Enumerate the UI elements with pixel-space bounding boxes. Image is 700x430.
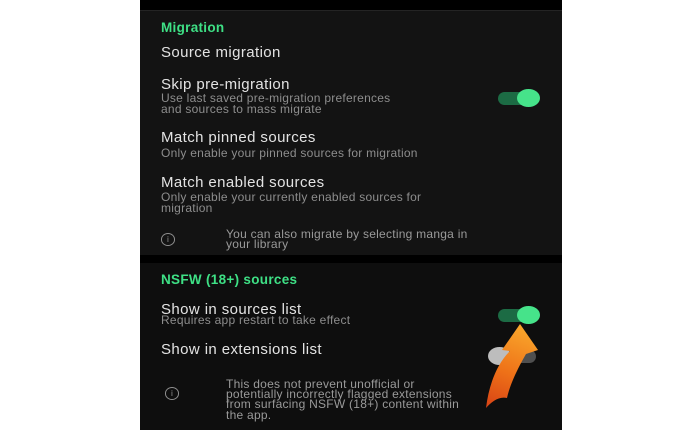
pref-row-show-in-extensions[interactable] bbox=[140, 338, 562, 366]
pref-title: Match pinned sources bbox=[161, 129, 316, 146]
toggle-thumb bbox=[517, 306, 540, 324]
info-note-text: This does not prevent unofficial or potentially incorrectly flagged extensions from surfacing NSFW (18+) content within the app. bbox=[226, 377, 460, 422]
pref-title: Skip pre-migration bbox=[161, 76, 290, 93]
nsfw-section-header: NSFW (18+) sources bbox=[161, 272, 298, 287]
top-cropped-bar bbox=[140, 0, 562, 11]
pref-row-match-enabled[interactable] bbox=[140, 171, 562, 215]
pref-row-match-pinned[interactable] bbox=[140, 126, 562, 160]
section-divider bbox=[140, 255, 562, 263]
toggle-thumb bbox=[488, 347, 511, 365]
skip-pre-migration-toggle[interactable] bbox=[488, 89, 544, 107]
pref-row-show-in-sources[interactable] bbox=[140, 298, 562, 332]
pref-title: Match enabled sources bbox=[161, 174, 325, 191]
migration-section-header: Migration bbox=[161, 20, 225, 35]
section-nsfw-sources bbox=[140, 263, 562, 430]
info-icon: i bbox=[161, 233, 175, 246]
nsfw-info-note bbox=[140, 375, 562, 425]
pref-title: Source migration bbox=[161, 44, 281, 61]
info-icon: i bbox=[165, 387, 179, 400]
pref-subtitle: Use last saved pre-migration preferences and sources to mass migrate bbox=[161, 91, 391, 116]
info-note-text: You can also migrate by selecting manga in your library bbox=[226, 227, 468, 252]
section-migration bbox=[140, 11, 562, 255]
settings-screen bbox=[140, 0, 562, 430]
toggle-thumb bbox=[517, 89, 540, 107]
show-in-extensions-toggle[interactable] bbox=[488, 347, 544, 365]
show-in-sources-toggle[interactable] bbox=[488, 306, 544, 324]
pref-row-skip-pre-migration[interactable] bbox=[140, 73, 562, 115]
pref-subtitle: Only enable your pinned sources for migration bbox=[161, 146, 418, 160]
pref-subtitle: Requires app restart to take effect bbox=[161, 313, 351, 327]
pref-title: Show in extensions list bbox=[161, 341, 322, 358]
pref-title: Show in sources list bbox=[161, 301, 302, 318]
pref-subtitle: Only enable your currently enabled sources for migration bbox=[161, 190, 422, 215]
pref-row-source-migration[interactable] bbox=[140, 41, 562, 67]
